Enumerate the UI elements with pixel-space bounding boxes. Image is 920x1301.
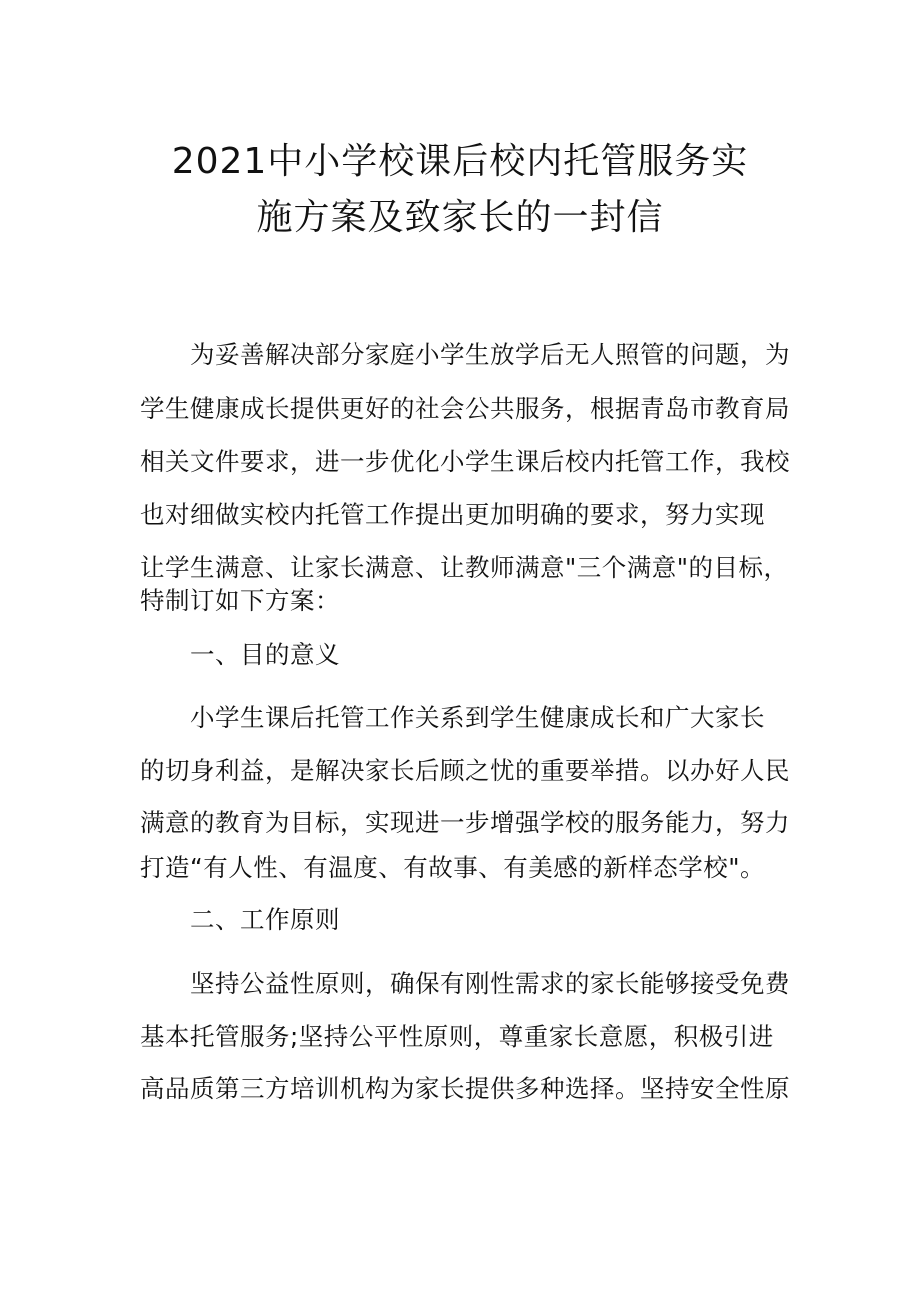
- purpose-paragraph-line: 满意的教育为目标，实现进一步增强学校的服务能力，努力: [140, 808, 790, 837]
- intro-paragraph-line: 学生健康成长提供更好的社会公共服务，根据青岛市教育局: [140, 394, 790, 423]
- intro-paragraph-line: 特制订如下方案：: [140, 586, 340, 615]
- document-title-line-1: 2021中小学校课后校内托管服务实: [171, 141, 749, 182]
- intro-paragraph-line: 相关文件要求，进一步优化小学生课后校内托管工作，我校: [140, 447, 790, 476]
- section-heading-principles: 二、工作原则: [190, 905, 340, 934]
- intro-paragraph-line: 也对细做实校内托管工作提出更加明确的要求，努力实现: [140, 500, 765, 529]
- section-heading-purpose: 一、目的意义: [190, 640, 340, 669]
- document-title-line-2: 施方案及致家长的一封信: [256, 197, 664, 238]
- intro-paragraph-line: 为妥善解决部分家庭小学生放学后无人照管的问题，为: [190, 340, 790, 369]
- principles-paragraph-line: 基本托管服务;坚持公平性原则，尊重家长意愿，积极引进: [140, 1022, 774, 1051]
- purpose-paragraph-line: 小学生课后托管工作关系到学生健康成长和广大家长: [190, 703, 765, 732]
- principles-paragraph-line: 坚持公益性原则，确保有刚性需求的家长能够接受免费: [190, 969, 790, 998]
- purpose-paragraph-line: 的切身利益，是解决家长后顾之忧的重要举措。以办好人民: [140, 756, 790, 785]
- intro-paragraph-line: 让学生满意、让家长满意、让教师满意"三个满意"的目标，: [140, 553, 789, 582]
- purpose-paragraph-line: 打造“有人性、有温度、有故事、有美感的新样态学校"。: [140, 853, 765, 882]
- principles-paragraph-line: 高品质第三方培训机构为家长提供多种选择。坚持安全性原: [140, 1074, 790, 1103]
